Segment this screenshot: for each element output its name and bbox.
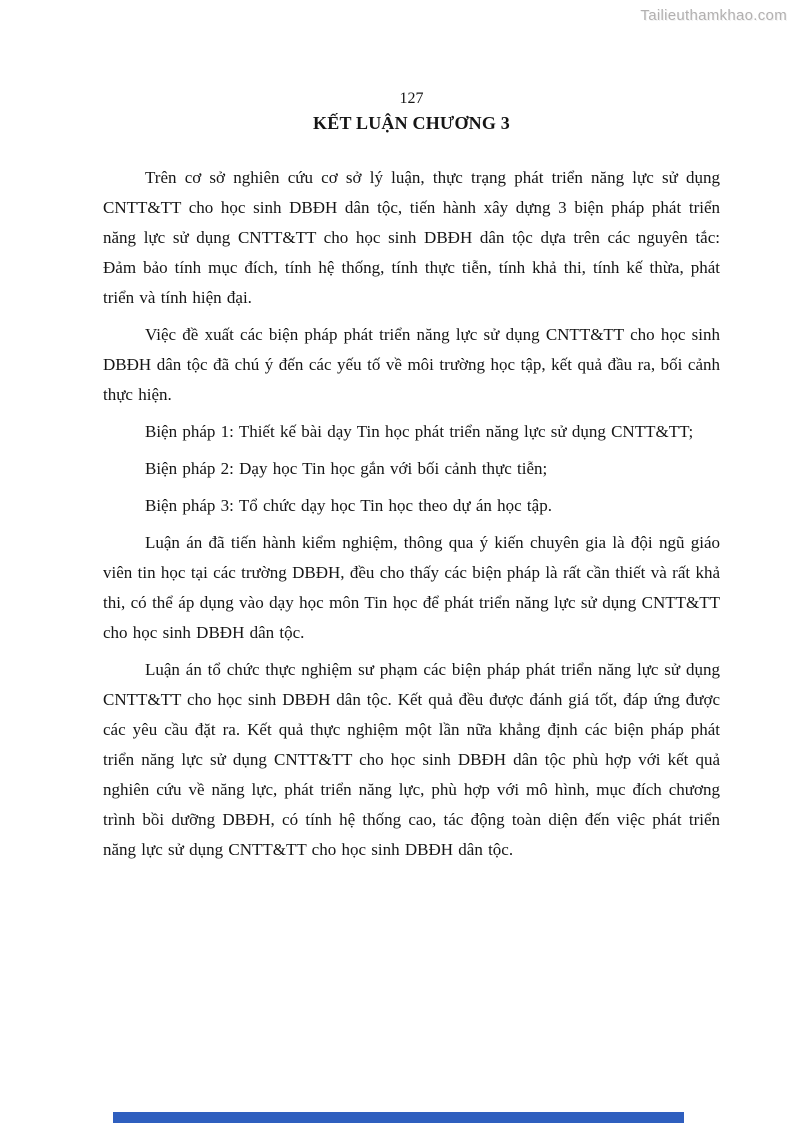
bottom-bar (113, 1112, 684, 1123)
paragraph: Luận án đã tiến hành kiểm nghiệm, thông qua ý kiến chuyên gia là đội ngũ giáo viên tin học tại các trường DBĐH, đều cho thấy các biện pháp là rất cần thiết và rất khả thi, có thể áp dụng vào dạy học môn Tin học để phát triển năng lực sử dụng CNTT&TT cho học sinh DBĐH dân tộc. (103, 533, 720, 642)
page-number: 127 (399, 90, 424, 107)
watermark-site-name: Tailieuthamkhao.com (640, 7, 787, 24)
paragraph: Biện pháp 3: Tổ chức dạy học Tin học theo dự án học tập. (145, 496, 552, 515)
paragraph: Luận án tổ chức thực nghiệm sư phạm các biện pháp phát triển năng lực sử dụng CNTT&TT cho học sinh DBĐH dân tộc. Kết quả đều được đánh giá tốt, đáp ứng được các yêu cầu đặt ra. Kết quả thực nghiệm một lần nữa khẳng định các biện pháp phát triển năng lực sử dụng CNTT&TT cho học sinh DBĐH dân tộc phù hợp với kết quả nghiên cứu về năng lực, phát triển năng lực, phù hợp với mô hình, mục đích chương trình bồi dưỡng DBĐH, có tính hệ thống cao, tác động toàn diện đến việc phát triển năng lực sử dụng CNTT&TT cho học sinh DBĐH dân tộc. (103, 660, 720, 859)
paragraph: Biện pháp 2: Dạy học Tin học gắn với bối cảnh thực tiễn; (145, 459, 548, 478)
paragraph: Biện pháp 1: Thiết kế bài dạy Tin học phát triển năng lực sử dụng CNTT&TT; (145, 422, 694, 441)
document-body (103, 88, 720, 872)
paragraph-list (103, 163, 720, 865)
paragraph: Việc đề xuất các biện pháp phát triển năng lực sử dụng CNTT&TT cho học sinh DBĐH dân tộc đã chú ý đến các yếu tố về môi trường học tập, kết quả đầu ra, bối cảnh thực hiện. (103, 325, 720, 404)
chapter-conclusion-title: KẾT LUẬN CHƯƠNG 3 (313, 113, 510, 133)
paragraph: Trên cơ sở nghiên cứu cơ sở lý luận, thực trạng phát triển năng lực sử dụng CNTT&TT cho học sinh DBĐH dân tộc, tiến hành xây dựng 3 biện pháp phát triển năng lực sử dụng CNTT&TT cho học sinh DBĐH dân tộc dựa trên các nguyên tắc: Đảm bảo tính mục đích, tính hệ thống, tính thực tiễn, tính khả thi, tính kế thừa, phát triển và tính hiện đại. (103, 168, 720, 307)
